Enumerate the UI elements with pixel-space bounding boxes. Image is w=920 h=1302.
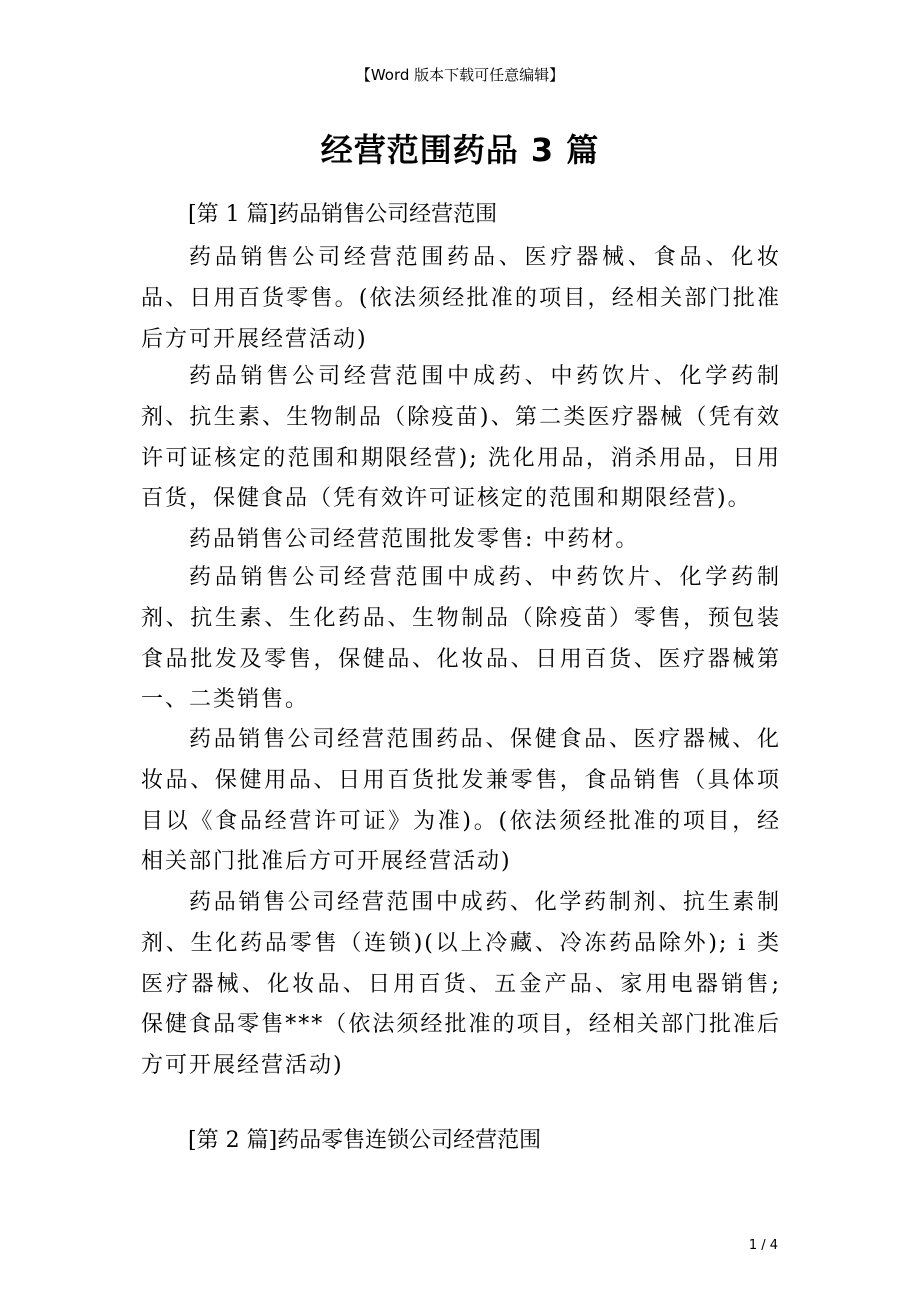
- document-title: 经营范围药品 3 篇: [320, 131, 600, 169]
- section-1-heading: [第 1 篇]药品销售公司经营范围: [188, 202, 498, 227]
- paragraph-5: 药品销售公司经营范围药品、保健食品、医疗器械、化妆品、保健用品、日用百货批发兼零售，食品销售（具体项目以《食品经营许可证》为准)。(依法须经批准的项目，经相关部门批准后方可开展经营活动): [141, 727, 781, 875]
- paragraph-2: 药品销售公司经营范围中成药、中药饮片、化学药制剂、抗生素、生物制品（除疫苗)、第二类医疗器械（凭有效许可证核定的范围和期限经营); 洗化用品，消杀用品，日用百货，保健食品（凭有效许可证核定的范围和期限经营)。: [141, 364, 781, 512]
- header-note: 【Word 版本下载可任意编辑】: [355, 66, 565, 84]
- paragraph-3: 药品销售公司经营范围批发零售: 中药材。: [189, 527, 640, 552]
- page-number: 1 / 4: [748, 1238, 778, 1253]
- section-2-heading: [第 2 篇]药品零售连锁公司经营范围: [188, 1128, 542, 1153]
- paragraph-1: 药品销售公司经营范围药品、医疗器械、食品、化妆品、日用百货零售。(依法须经批准的项目，经相关部门批准后方可开展经营活动): [141, 245, 781, 352]
- paragraph-4: 药品销售公司经营范围中成药、中药饮片、化学药制剂、抗生素、生化药品、生物制品（除疫苗）零售，预包装食品批发及零售，保健品、化妆品、日用百货、医疗器械第一、二类销售。: [141, 565, 781, 713]
- paragraph-6: 药品销售公司经营范围中成药、化学药制剂、抗生素制剂、生化药品零售（连锁)(以上冷藏、冷冻药品除外); i 类医疗器械、化妆品、日用百货、五金产品、家用电器销售; 保健食品零售***（依法须经批准的项目，经相关部门批准后方可开展经营活动): [141, 890, 781, 1079]
